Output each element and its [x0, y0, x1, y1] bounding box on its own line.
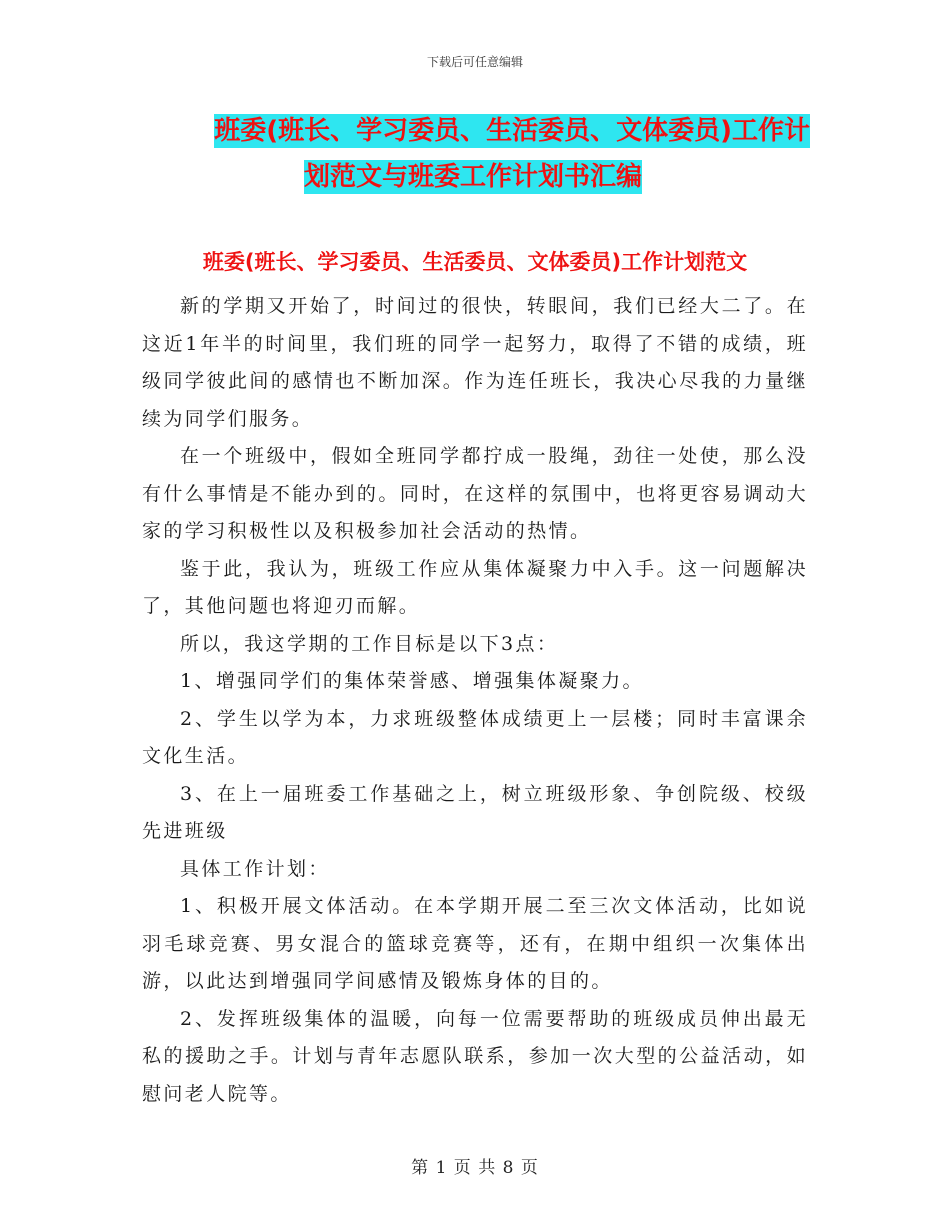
paragraph: 新的学期又开始了，时间过的很快，转眼间，我们已经大二了。在这近1年半的时间里，我们班的同学一起努力，取得了不错的成绩，班级同学彼此间的感情也不断加深。作为连任班长，我决心尽我的力量继续为同学们服务。: [142, 295, 808, 430]
document-title: [140, 108, 810, 200]
paragraph: 鉴于此，我认为，班级工作应从集体凝聚力中入手。这一问题解决了，其他问题也将迎刃而解。: [142, 557, 808, 617]
header-note: 下载后可任意编辑: [426, 55, 523, 69]
body-content: [142, 288, 808, 1113]
page-footer: 第 1 页 共 8 页: [411, 1158, 539, 1178]
paragraph: 所以，我这学期的工作目标是以下3点：: [180, 632, 559, 655]
paragraph: 具体工作计划：: [180, 857, 330, 880]
list-item: 1、积极开展文体活动。在本学期开展二至三次文体活动，比如说羽毛球竞赛、男女混合的篮球竞赛等，还有，在期中组织一次集体出游，以此达到增强同学间感情及锻炼身体的目的。: [142, 895, 808, 992]
paragraph: 在一个班级中，假如全班同学都拧成一股绳，劲往一处使，那么没有什么事情是不能办到的。同时，在这样的氛围中，也将更容易调动大家的学习积极性以及积极参加社会活动的热情。: [142, 445, 808, 542]
list-item: 1、增强同学们的集体荣誉感、增强集体凝聚力。: [180, 670, 644, 692]
section-heading: 班委(班长、学习委员、生活委员、文体委员)工作计划范文: [202, 250, 748, 274]
title-line-2: 划范文与班委工作计划书汇编: [304, 162, 643, 192]
title-line-1: 班委(班长、学习委员、生活委员、文体委员)工作计: [214, 116, 810, 146]
list-item: 2、发挥班级集体的温暖，向每一位需要帮助的班级成员伸出最无私的援助之手。计划与青年志愿队联系，参加一次大型的公益活动，如慰问老人院等。: [142, 1007, 808, 1105]
list-item: 2、学生以学为本，力求班级整体成绩更上一层楼；同时丰富课余文化生活。: [142, 707, 808, 767]
list-item: 3、在上一届班委工作基础之上，树立班级形象、争创院级、校级先进班级: [142, 782, 808, 842]
